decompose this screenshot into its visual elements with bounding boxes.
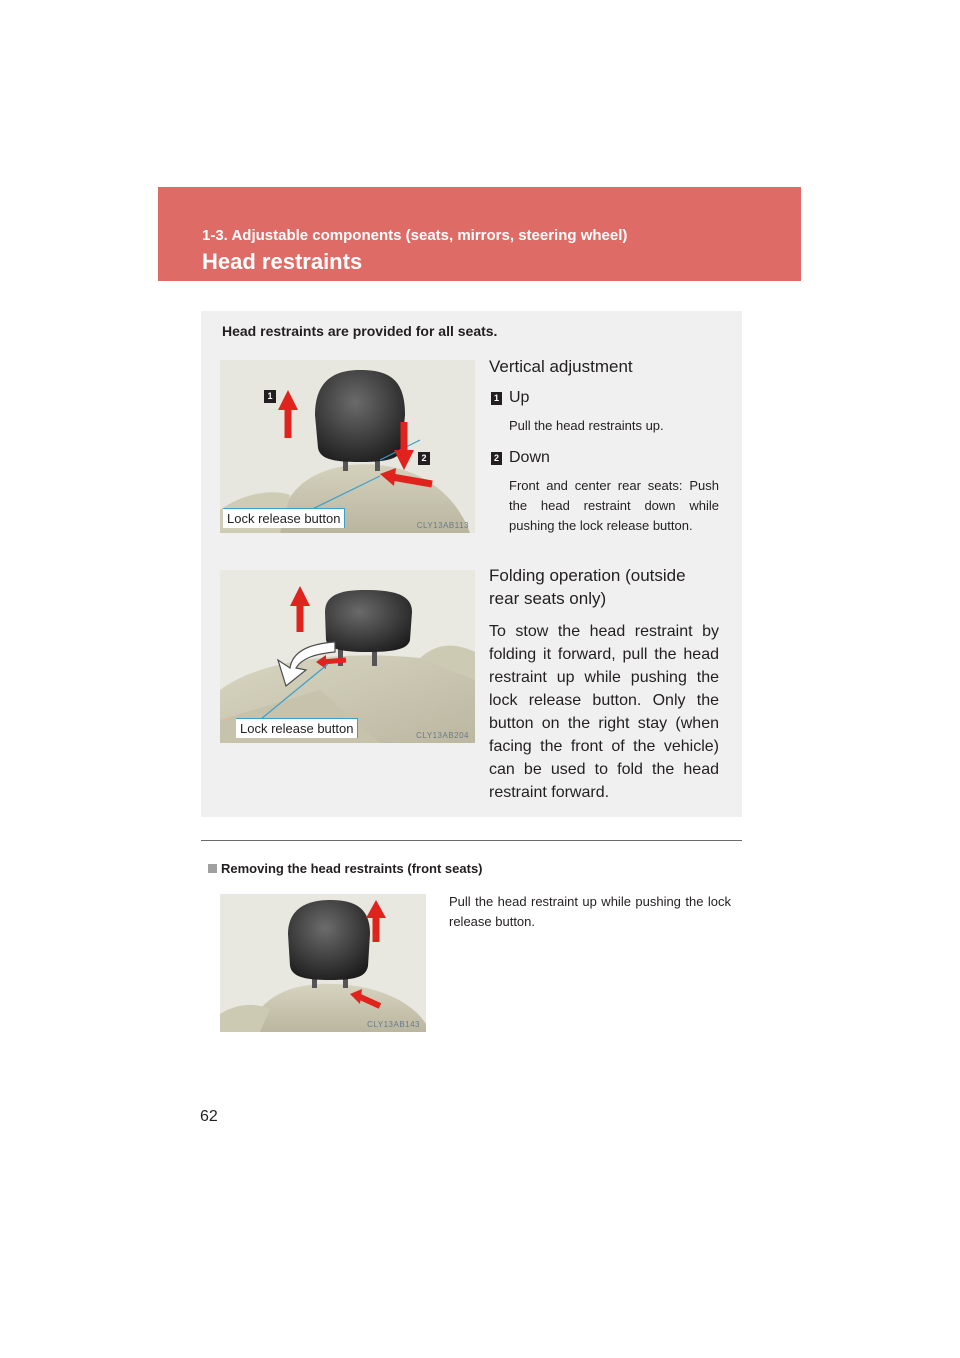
vertical-adjustment-text (489, 355, 719, 536)
step-number: 1 (491, 392, 502, 405)
section-divider (201, 840, 742, 841)
lock-release-callout: Lock release button (236, 718, 358, 738)
step-down (489, 446, 719, 536)
head-restraint-folding-figure (220, 570, 475, 743)
removing-body: Pull the head restraint up while pushing the lock release button. (449, 894, 731, 929)
page-title: Head restraints (202, 249, 363, 274)
step-number: 2 (491, 452, 502, 465)
lock-release-callout: Lock release button (223, 508, 345, 528)
step-up (489, 386, 719, 436)
figure-code: CLY13AB204 (416, 731, 469, 740)
folding-body: To stow the head restraint by folding it forward, pull the head restraint up while pushing the lock release button. Only the button on the right stay (when facing the front of the vehicle) can be used to fold the head restraint forward. (489, 623, 719, 801)
chapter-header (158, 187, 801, 281)
removing-heading-text: Removing the head restraints (front seats) (221, 861, 483, 876)
folding-operation-text (489, 564, 719, 804)
panel-intro: Head restraints are provided for all seats. (222, 323, 498, 339)
page-number: 62 (200, 1108, 218, 1125)
step-description: Pull the head restraints up. (509, 418, 664, 433)
info-panel (201, 311, 742, 817)
figure-code: CLY13AB143 (367, 1020, 420, 1029)
removing-section-heading (208, 861, 483, 876)
step-label: Down (509, 449, 550, 466)
step-description: Front and center rear seats: Push the head restraint down while pushing the lock release button. (509, 478, 719, 533)
step-label: Up (509, 389, 530, 406)
figure-code: CLY13AB113 (416, 521, 469, 530)
head-restraint-vertical-figure (220, 360, 475, 533)
step-1-badge: 1 (264, 390, 276, 403)
vertical-adjustment-heading: Vertical adjustment (489, 357, 633, 376)
chapter-title: 1-3. Adjustable components (seats, mirrors, steering wheel) (202, 227, 628, 244)
folding-heading: Folding operation (outside rear seats only) (489, 566, 686, 608)
square-bullet-icon (208, 864, 217, 873)
head-restraint-removal-figure (220, 894, 426, 1032)
step-2-badge: 2 (418, 452, 430, 465)
